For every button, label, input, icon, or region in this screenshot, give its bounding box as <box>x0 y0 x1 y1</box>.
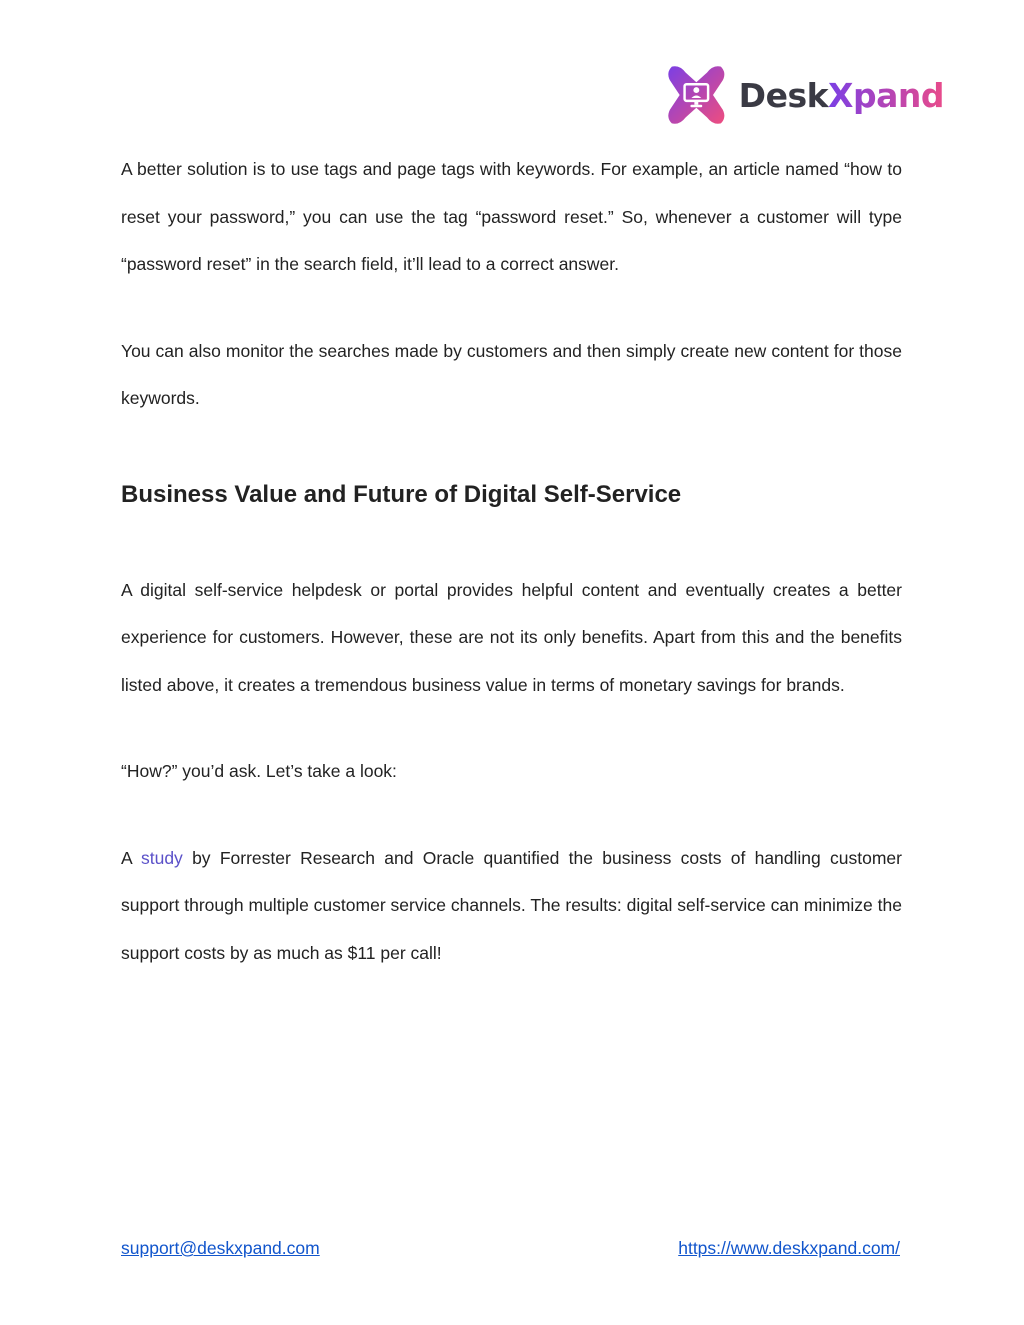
paragraph-business-value: A digital self-service helpdesk or portal provides helpful content and eventually creates a better experience for customers. However, these are not its only benefits. Apart from this and the benefits listed above, it creates a tremendous business value in terms of monetary savings for brands. <box>121 579 902 695</box>
monitor-person-icon <box>664 62 729 128</box>
paragraph-monitor-searches: You can also monitor the searches made by customers and then simply create new content for those keywords. <box>121 340 902 408</box>
study-text-after: by Forrester Research and Oracle quantified the business costs of handling customer support through multiple customer service channels. The results: digital self-service can minimize the support costs by as much as $11 per call! <box>121 847 902 963</box>
document-body <box>121 146 902 977</box>
study-link[interactable]: study <box>140 847 183 868</box>
deskxpand-logo <box>664 60 944 130</box>
logo-word-xpand: Xpand <box>828 75 944 115</box>
logo-wordmark <box>739 76 944 115</box>
paragraph-study <box>121 835 902 978</box>
logo-word-desk: Desk <box>738 75 829 115</box>
paragraph-tags: A better solution is to use tags and page tags with keywords. For example, an article named “how to reset your password,” you can use the tag “password reset.” So, whenever a customer will type “password reset” in the search field, it’ll lead to a correct answer. <box>121 159 902 274</box>
support-email-link[interactable]: support@deskxpand.com <box>121 1238 320 1258</box>
website-link[interactable]: https://www.deskxpand.com/ <box>678 1238 900 1258</box>
paragraph-how: “How?” you’d ask. Let’s take a look: <box>121 761 397 781</box>
study-text-before: A <box>121 847 141 868</box>
section-heading: Business Value and Future of Digital Self-Service <box>121 480 682 508</box>
